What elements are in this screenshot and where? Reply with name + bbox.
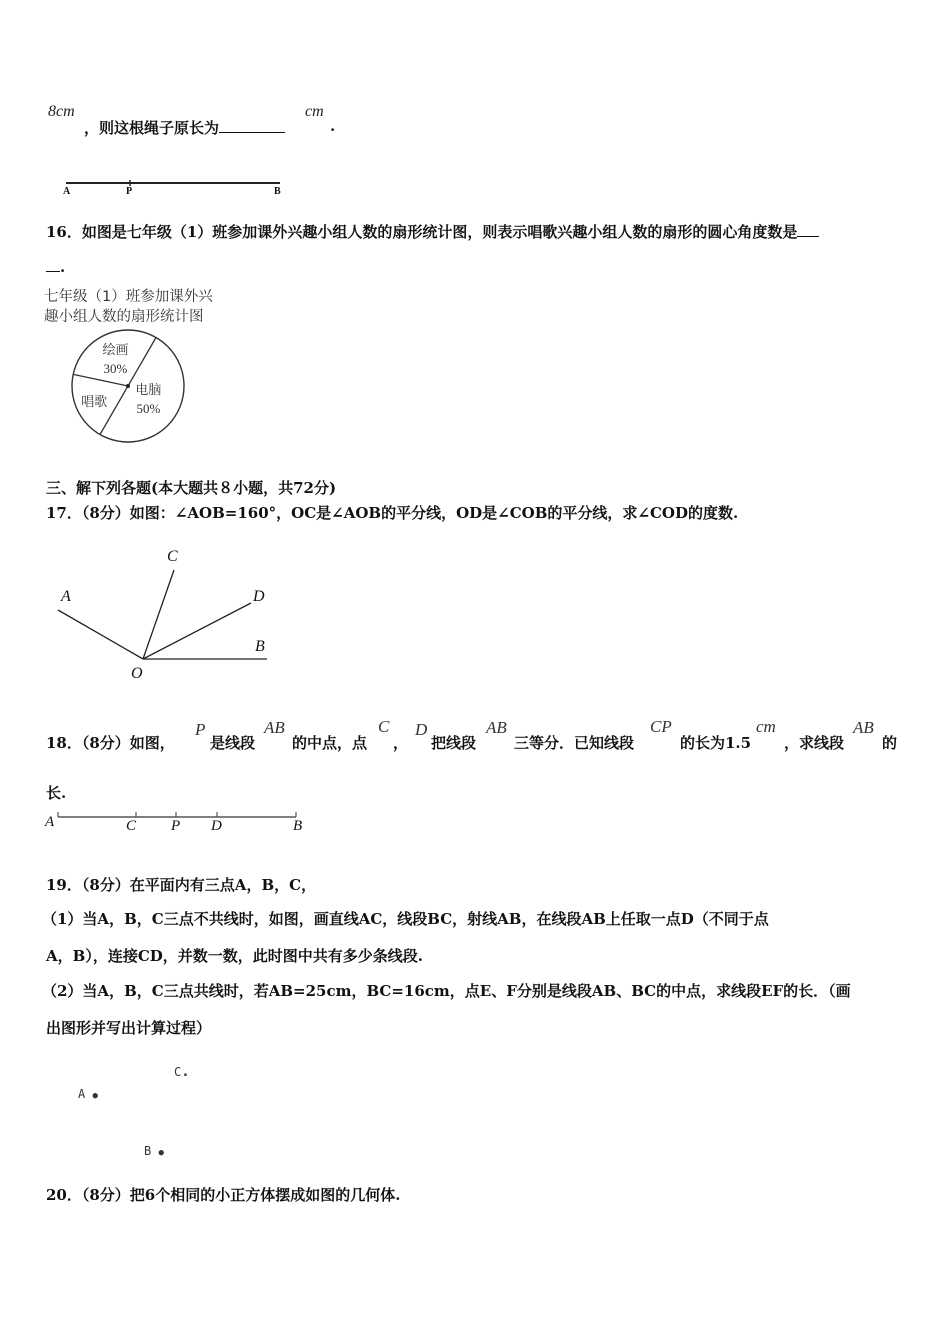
q15-unit: cm <box>305 103 324 120</box>
q19-point-c <box>174 1064 190 1080</box>
q16-tail: . <box>60 258 66 276</box>
q19-line1: 19．（8分）在平面内有三点A，B，C， <box>46 876 317 894</box>
pie-slice-drawing-percent: 30% <box>103 360 128 376</box>
q15-period: . <box>330 117 336 135</box>
q19-point-a <box>78 1087 98 1101</box>
q15-answer-blank[interactable] <box>219 132 285 133</box>
section-3-heading: 三、解下列各题(本大题共８小题，共72分) <box>46 479 337 497</box>
q18-t5: 把线段 <box>431 734 477 752</box>
q18-fig-label-d: D <box>211 818 222 834</box>
pie-center-dot <box>126 384 130 388</box>
q18-t4: ， <box>393 734 409 752</box>
q18-var-ab3: AB <box>853 718 874 737</box>
q16-answer-blank-2[interactable] <box>46 271 60 272</box>
q17-label-c: C <box>167 548 178 565</box>
pie-chart-title <box>44 287 213 327</box>
q16-text-line2 <box>46 258 65 276</box>
q19-point-b-dot: ● <box>158 1148 164 1158</box>
q19-point-a-dot: ● <box>92 1091 98 1101</box>
pie-chart <box>60 330 195 445</box>
q16-text <box>46 221 819 242</box>
q19-line2: （1）当A，B，C三点不共线时，如图，画直线AC，线段BC，射线AB，在线段AB上任取一点D（不同于点 <box>42 910 769 928</box>
pie-chart-title-line1: 七年级（1）班参加课外兴 <box>44 289 213 305</box>
q20-text: 20．（8分）把6个相同的小正方体摆成如图的几何体. <box>46 1186 401 1204</box>
q18-fig-label-a: A <box>45 814 55 830</box>
q18-var-cp: CP <box>650 717 672 736</box>
q18-t6: 三等分．已知线段 <box>514 734 635 752</box>
q18-unit-cm: cm <box>756 717 776 736</box>
q19-point-c-label: C <box>174 1065 182 1079</box>
q19-line4: （2）当A，B，C三点共线时，若AB=25cm，BC=16cm，点E、F分别是线段AB、BC的中点，求线段EF的长．（画 <box>42 982 851 1000</box>
q15-text <box>84 117 285 138</box>
pie-slice-computer-label: 电脑 <box>135 382 162 398</box>
q18-fig-label-p: P <box>171 818 181 834</box>
q19-line3: A，B），连接CD，并数一数，此时图中共有多少条线段. <box>46 947 423 965</box>
q18-t1: 18．（8分）如图， <box>46 734 175 752</box>
q18-fig-label-b: B <box>293 818 303 834</box>
q18-t7: 的长为1.5 <box>680 734 752 752</box>
q17-label-b: B <box>255 638 265 655</box>
q16-answer-blank-1[interactable] <box>797 236 819 237</box>
q19-point-a-label: A <box>78 1087 86 1101</box>
pie-slice-computer-percent: 50% <box>136 400 161 416</box>
q18-t3: 的中点，点 <box>292 734 368 752</box>
q19-point-c-dot: . <box>181 1064 190 1080</box>
q15-value: 8cm <box>48 103 75 120</box>
q18-var-ab2: AB <box>486 718 507 737</box>
ray-oa <box>58 610 143 659</box>
q18-var-c: C <box>378 717 390 736</box>
q18-var-p: P <box>195 720 206 739</box>
q15-label-a: A <box>63 186 71 197</box>
q18-t8: ，求线段 <box>784 734 845 752</box>
q19-line5: 出图形并写出计算过程） <box>46 1019 212 1037</box>
q18-var-ab: AB <box>264 718 285 737</box>
q18-fig-label-c: C <box>126 818 137 834</box>
q18-t9: 的 <box>882 734 898 752</box>
q17-label-a: A <box>61 588 71 605</box>
q15-text-label: ，则这根绳子原长为 <box>84 119 220 137</box>
q18-t10: 长. <box>46 784 67 802</box>
q17-angle-figure <box>55 560 275 670</box>
q15-label-p: P <box>126 186 133 197</box>
pie-slice-drawing-label: 绘画 <box>102 342 129 358</box>
q15-segment-figure <box>60 178 290 202</box>
q17-text: 17．（8分）如图：∠AOB=160°，OC是∠AOB的平分线，OD是∠COB的平分线，求∠COD的度数. <box>46 504 739 522</box>
q18-var-d: D <box>415 720 428 739</box>
pie-slice-singing-label: 唱歌 <box>81 395 108 411</box>
q17-label-o: O <box>131 665 143 682</box>
q15-label-b: B <box>274 186 281 197</box>
q19-point-b <box>144 1144 164 1158</box>
pie-chart-title-line2: 趣小组人数的扇形统计图 <box>44 309 204 325</box>
q19-point-b-label: B <box>144 1144 152 1158</box>
q17-label-d: D <box>253 588 265 605</box>
q16-text-label: 16．如图是七年级（1）班参加课外兴趣小组人数的扇形统计图，则表示唱歌兴趣小组人数的扇形的圆心角度数是 <box>46 223 798 241</box>
q18-t2: 是线段 <box>210 734 256 752</box>
